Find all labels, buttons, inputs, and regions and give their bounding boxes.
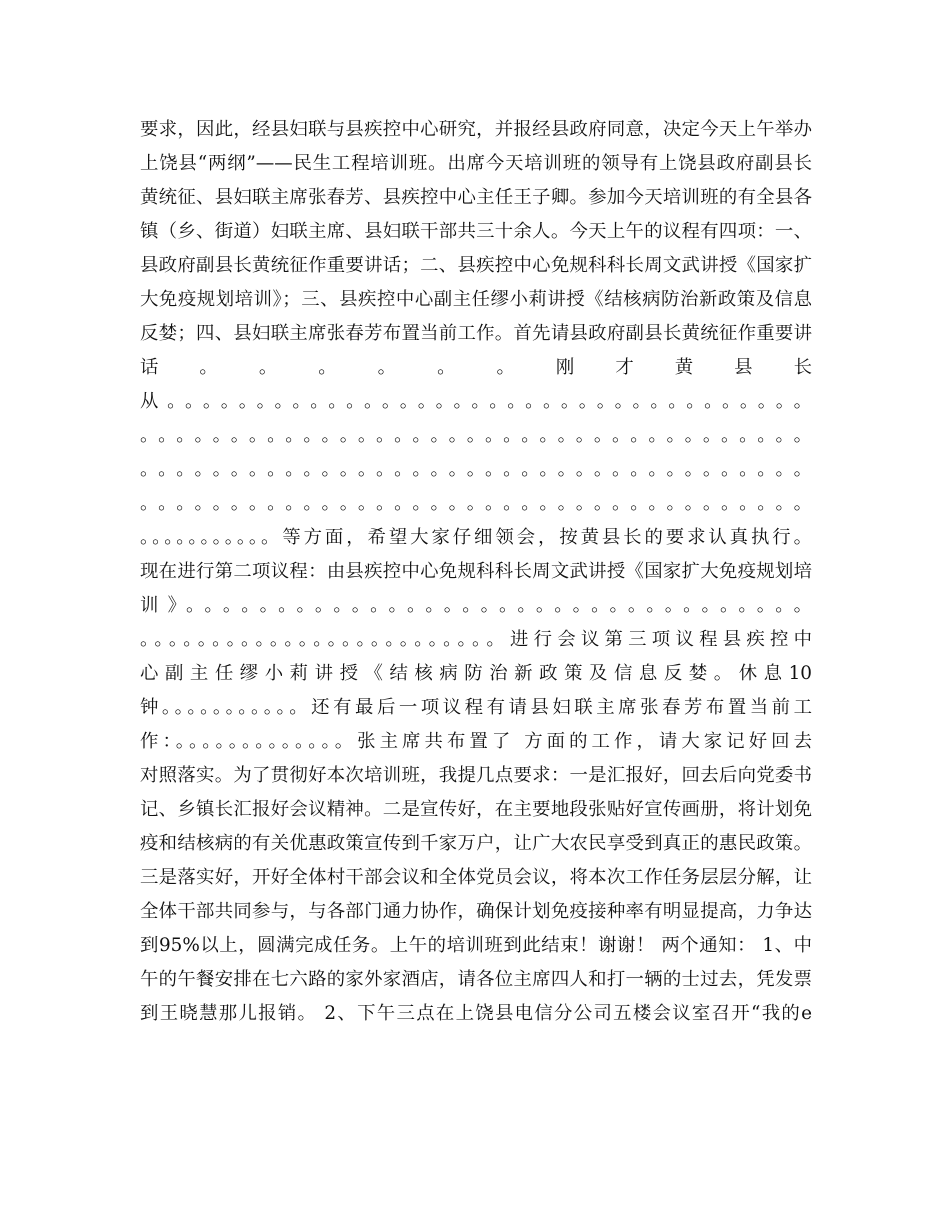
text-line: 。。。。。。。。。。。。。。。。。。。。。。。。。进行会议第三项议程县疾控中 <box>140 629 812 650</box>
text-line: 上饶县“两纲”——民生工程培训班。出席今天培训班的领导有上饶县政府副县长 <box>140 153 812 174</box>
text-line: 从。。。。。。。。。。。。。。。。。。。。。。。。。。。。。。。。。。。。 <box>140 391 812 412</box>
text-line: 记、乡镇长汇报好会议精神。二是宣传好，在主要地段张贴好宣传画册，将计划免 <box>140 799 812 820</box>
text-line: 现在进行第二项议程：由县疾控中心免规科科长周文武讲授《国家扩大免疫规划培 <box>140 561 812 582</box>
text-line: 全体干部共同参与，与各部门通力协作，确保计划免疫接种率有明显提高，力争达 <box>140 901 812 922</box>
text-line: 午的午餐安排在七六路的家外家酒店，请各位主席四人和打一辆的士过去，凭发票 <box>140 969 812 990</box>
text-line: 三是落实好，开好全体村干部会议和全体党员会议，将本次工作任务层层分解，让 <box>140 867 812 888</box>
text-line: 钟。。。。。。。。。。。还有最后一项议程有请县妇联主席张春芳布置当前工 <box>140 697 812 718</box>
text-line: 大免疫规划培训》；三、县疾控中心副主任缪小莉讲授《结核病防治新政策及信息 <box>140 289 812 310</box>
text-line: 到95%以上，圆满完成任务。上午的培训班到此结束！谢谢！ 两个通知： 1、中 <box>140 935 812 956</box>
text-line: 。。。。。。。。。。。。。。。。。。。。。。。。。。。。。。。。。。。。。 <box>140 493 812 514</box>
text-line: 到王晓慧那儿报销。 2、下午三点在上饶县电信分公司五楼会议室召开“我的e <box>140 1003 812 1024</box>
text-line: 。。。。。。。。。。。等方面，希望大家仔细领会，按黄县长的要求认真执行。 <box>140 527 812 548</box>
text-line: 心 副 主 任 缪 小 莉 讲 授 《 结 核 病 防 治 新 政 策 及 信 息 反 婪 。 休 息 10 <box>140 663 812 684</box>
text-line: 。。。。。。。。。。。。。。。。。。。。。。。。。。。。。。。。。。。。。 <box>140 459 812 480</box>
text-line: 话 。 。 。 。 。 。 刚 才 黄 县 长 <box>140 357 812 378</box>
text-line: 黄统征、县妇联主席张春芳、县疾控中心主任王子卿。参加今天培训班的有全县各 <box>140 187 812 208</box>
text-line: 县政府副县长黄统征作重要讲话；二、县疾控中心免规科科长周文武讲授《国家扩 <box>140 255 812 276</box>
text-line: 镇（乡、街道）妇联主席、县妇联干部共三十余人。今天上午的议程有四项：一、 <box>140 221 812 242</box>
text-line: 对照落实。为了贯彻好本次培训班，我提几点要求：一是汇报好，回去后向党委书 <box>140 765 812 786</box>
text-line: 疫和结核病的有关优惠政策宣传到千家万户，让广大农民享受到真正的惠民政策。 <box>140 833 812 854</box>
text-line: 。。。。。。。。。。。。。。。。。。。。。。。。。。。。。。。。。。。。。 <box>140 425 812 446</box>
text-line: 要求，因此，经县妇联与县疾控中心研究，并报经县政府同意，决定今天上午举办 <box>140 119 812 140</box>
text-line: 反婪；四、县妇联主席张春芳布置当前工作。首先请县政府副县长黄统征作重要讲 <box>140 323 812 344</box>
text-line: 作：。。。。。。。。。。。。。张主席共布置了 方面的工作，请大家记好回去 <box>140 731 812 752</box>
text-line: 训》。。。。。。。。。。。。。。。。。。。。。。。。。。。。。。。。。。 <box>140 595 812 616</box>
